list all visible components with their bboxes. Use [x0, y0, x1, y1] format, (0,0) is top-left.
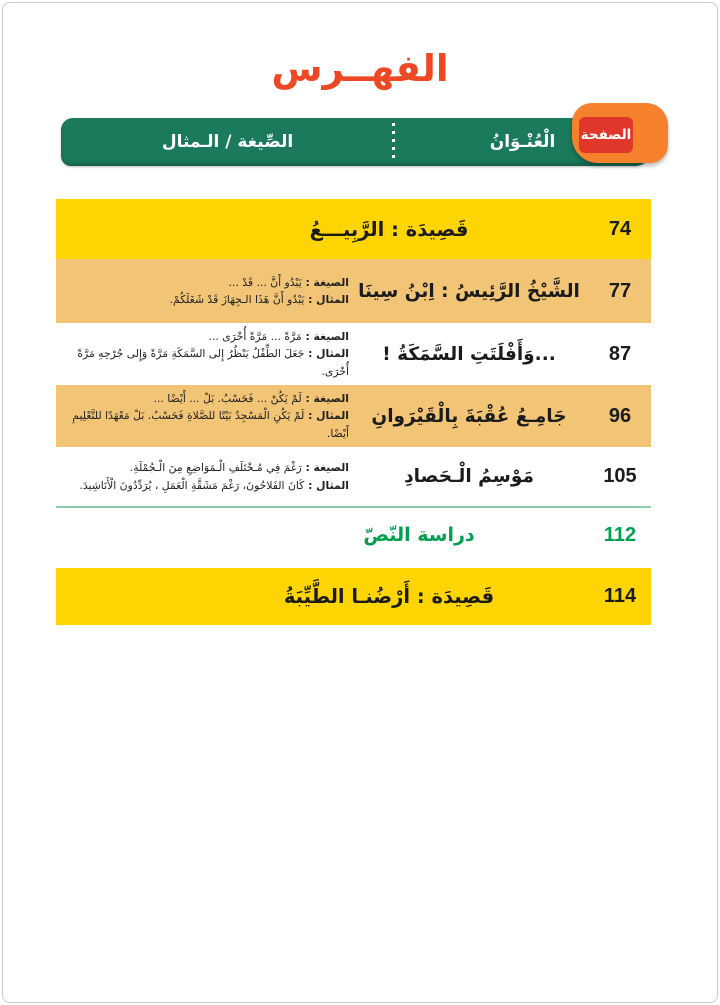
header-page-column: الصفحة [579, 117, 633, 153]
page-column-tab [572, 103, 668, 163]
mithal-text: لَمْ يَكُنِ الْمَسْجِدُ بَيْتًا للصَّلاةِ فَحَسْبُ. بَلْ مَعْهَدًا للتَّعْلِيمِ أَيْضًا. [72, 409, 349, 440]
mithal-text: يَبْدُو أَنَّ هَذَا الـجِهَازَ قَدْ شَغَلَكُمْ. [169, 293, 305, 306]
page-number: 105 [603, 465, 637, 487]
row-title: ...وَأَفْلَتَتِ السَّمَكَةُ ! [382, 343, 556, 365]
mithal-label: المثال : [304, 409, 349, 423]
page-number: 112 [603, 523, 637, 546]
table-row [56, 447, 651, 506]
page-number: 77 [608, 279, 632, 302]
row-title: قَصِيدَة : أَرْضُنـا الطَّيِّبَةُ [283, 585, 495, 608]
page-number: 74 [608, 217, 632, 240]
header-title-column: الْعُنْـوَانُ [489, 132, 556, 152]
mithal-line [62, 477, 349, 494]
table-row [56, 385, 651, 447]
sigha-text: لَمْ يَكُنْ ... فَحَسْبُ. بَلْ ... أَيْضًا ... [153, 392, 302, 406]
sigha-line [62, 459, 349, 476]
table-row [56, 568, 651, 625]
row-title: الشَّيْخُ الرَّئِيسُ : اِبْنُ سِينَا [358, 280, 580, 302]
mithal-label: المثال : [304, 293, 349, 306]
mithal-line [62, 291, 349, 308]
table-row [56, 199, 651, 259]
mithal-text: كَانَ الفَلاحُونَ، رَغْمَ مَشَقَّةِ الْعَمَلِ ، يُرَدِّدُونَ الْأَنَاشِيدَ. [79, 478, 305, 492]
row-format [56, 274, 349, 309]
row-title: دراسة النّصّ [363, 524, 475, 546]
sigha-line [62, 328, 349, 345]
sigha-label: الصيغة : [301, 392, 349, 406]
table-header-bar [61, 118, 651, 166]
sigha-label: الصيغة : [301, 275, 349, 289]
table-row [56, 323, 651, 385]
row-title: جَامِـعُ عُقْبَةَ بِالْقَيْرَوانِ [371, 405, 567, 427]
sigha-label: الصيغة : [301, 330, 349, 344]
page-number: 96 [608, 404, 632, 427]
toc-rows [56, 199, 651, 625]
table-row [56, 508, 651, 562]
row-format [56, 328, 349, 380]
mithal-label: المثال : [304, 478, 349, 492]
page-number: 87 [608, 342, 632, 365]
page-number: 114 [603, 585, 637, 607]
book-page [2, 2, 718, 1003]
sigha-line [62, 274, 349, 291]
header-format-column: الصِّيغة / الـمثال [161, 132, 294, 152]
mithal-text: جَعَلَ الطِّفْلُ يَنْظُرُ إِلى السَّمَكَةِ مَرَّةً وَإِلى جُرْحِهِ مَرَّةً أُخْرَى. [77, 347, 349, 378]
row-format [56, 390, 349, 442]
mithal-line [62, 407, 349, 442]
row-format [56, 459, 349, 494]
sigha-text: رَغْمَ فِي مُـخْتَلَفِ الْـمَوَاضِعِ مِنَ الْـجُمْلَةِ. [129, 461, 302, 475]
sigha-line [62, 390, 349, 407]
row-title: قَصِيدَة : الرَّبِيـــعُ [309, 217, 469, 241]
sigha-text: مَرَّةً ... مَرَّةً أُخْرَى ... [208, 330, 302, 344]
page-title: الفهــرس [271, 47, 449, 90]
sigha-label: الصيغة : [301, 461, 349, 475]
sigha-text: يَبْدُو أَنَّ ... قَدْ ... [228, 275, 302, 289]
row-title: مَوْسِمُ الْـحَصادِ [404, 466, 534, 487]
table-row [56, 259, 651, 323]
mithal-label: المثال : [304, 347, 349, 361]
mithal-line [62, 345, 349, 380]
